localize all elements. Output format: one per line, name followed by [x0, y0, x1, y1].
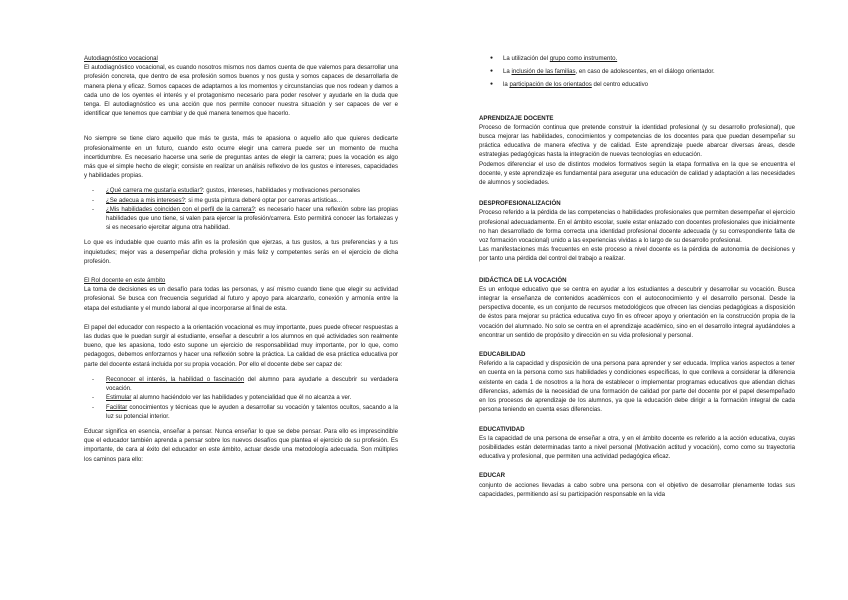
- question-list: [84, 186, 398, 232]
- item-text: la: [503, 81, 510, 89]
- paragraph: La toma de decisiones es un desafío para todas las personas, y así mismo cuando tiene que elegir su actividad profesional. Se busca con frecuencia seguridad al futuro y apoyo para alcanzarlo, conexión y armonía entre la etapa del estudiante y el mundo laboral al que incorporarse al final de esta.: [84, 286, 398, 312]
- list-item: [503, 80, 795, 89]
- heading-educar: EDUCAR: [479, 472, 506, 480]
- item-text: La utilización del: [503, 55, 550, 62]
- item-term: inclusión de las familias: [511, 68, 576, 76]
- ability-text: del alumno para ayudarle a descubrir su verdadera vocación.: [106, 375, 398, 393]
- question-text: ¿Qué carrera me gustaría estudiar?: [106, 187, 203, 195]
- heading-aprendizaje-docente: APRENDIZAJE DOCENTE: [479, 114, 554, 122]
- left-column: [84, 54, 398, 470]
- paragraph: Podemos diferenciar el uso de distintos modelos formativos según la etapa formativa en la que se encuentra el docente, y este aprendizaje es fundamental para asegurar una educación de calidad y adaptación a las necesidades de alumnos y sociedades.: [479, 160, 795, 187]
- list-item: [106, 403, 398, 421]
- paragraph: Referido a la capacidad y disposición de una persona para aprender y ser educada. Implica varios aspectos a tener en cuenta en la persona como sus habilidades y condiciones específicas, lo que conlleva a considerar la diferencia existente en cada 1 de nosotros a la hora de establecer o implementar programas educativos que atiendan dichas diferencias, además de la necesidad de una formación de calidad por parte del docente por el papel desempeñado en los procesos de aprendizaje de los alumnos, ya que la educación debe dirigir a la formación integral de cada persona teniendo en cuenta esas diferencias.: [479, 360, 795, 414]
- item-term: grupo como instrumento.: [549, 55, 618, 62]
- section-title-rol-docente: El Rol docente en este ámbito: [84, 277, 166, 285]
- teacher-abilities-list: [84, 375, 398, 421]
- paragraph: El autodiagnóstico vocacional, es cuando nosotros mismos nos damos cuenta de que valemos para desarrollar una profesión concreta, que dentro de esa profesión somos buenos y nos gusta y somos capaces de desarrollarla de manera plena y eficaz. Somos capaces de adaptarnos a los momentos y circunstancias que nos rodean y damos a cada uno de los oyentes el interés y el protagonismo necesario para poder resolver y ayudarle en la duda que tenga. El autodiagnóstico es una acción que nos permite conocer nuestra situación y ser capaces de ver e identificar que tenemos que cambiar y de qué manera tenemos que hacerlo.: [84, 64, 398, 118]
- ability-term: Estimular: [106, 394, 132, 402]
- list-item: [106, 393, 398, 402]
- paragraph: Es la capacidad de una persona de enseñar a otra, y en el ámbito docente es referido a la acción educativa, cuyas posibilidades están determinadas tanto a nivel personal (Motivación actitud y vocación), como como su trayectoria educativa y profesional, que permiten una actividad pedagógica eficaz.: [479, 434, 795, 461]
- answer-text: : gustos, intereses, habilidades y motivaciones personales: [202, 187, 361, 195]
- paragraph: No siempre se tiene claro aquello que más te gusta, más te apasiona o aquello allo que quieres dedicarte profesionalmente en un futuro, cuando esto ocurre elegir una carrera puede ser un momento de mucha incertidumbre. Es necesario hacerse una serie de preguntas antes de elegir la carrera; pues la vocación es algo más que el simple hecho de elegir; consiste en realizar un análisis reflexivo de los gustos e intereses, capacidades y habilidades propias.: [84, 135, 398, 180]
- paragraph: Educar significa en esencia, enseñar a pensar. Nunca enseñar lo que se debe pensar. Para ello es imprescindible que el educador también aprenda a pensar sobre los nuevos desafíos que plantea el ejercicio de su profesión. Es importante, de cara al éxito del educador en este ámbito, actuar desde una metodología adecuada. Son múltiples los caminos para ello:: [84, 427, 398, 463]
- ability-term: Reconocer el interés, la habilidad o fascinación: [106, 375, 245, 383]
- right-column: [479, 54, 795, 505]
- ability-text: conocimientos y técnicas que le ayuden a desarrollar su vocación y talentos ocultos, sacando a la luz su potencial interior.: [106, 403, 398, 420]
- list-item: [106, 196, 398, 205]
- ability-text: al alumno haciéndolo ver las habilidades y potencialidad que él no alcanza a ver.: [131, 394, 352, 402]
- answer-text: : si me gusta pintura deberé optar por carreras artísticas…: [184, 196, 343, 204]
- list-item: [106, 205, 398, 233]
- heading-educabilidad: EDUCABILIDAD: [479, 351, 526, 359]
- item-text: La: [503, 68, 512, 76]
- item-text: del centro educativo: [591, 81, 648, 89]
- list-item: [106, 375, 398, 393]
- section-title-autodiagnostico: Autodiagnóstico vocacional: [84, 55, 158, 62]
- heading-didactica-vocacion: DIDÁCTICA DE LA VOCACIÓN: [479, 276, 567, 284]
- item-term: participación de los orientados: [509, 81, 592, 89]
- question-text: ¿Se adecua a mis intereses?: [106, 196, 185, 204]
- methods-list: [479, 54, 795, 90]
- paragraph: Las manifestaciones más frecuentes en este proceso a nivel docente es la pérdida de autonomía de decisiones y por tanto una pérdida del control del trabajo a realizar.: [479, 246, 795, 263]
- paragraph: Proceso de formación continua que pretende construir la identidad profesional (y su desarrollo profesional), que busca mejorar las habilidades, conocimientos y competencias de los docentes para que puedan desempeñar su práctica educativa de manera efectiva y de calidad. Este aprendizaje puede abarcar diversas áreas, desde estrategias pedagógicas hasta la integración de nuevas tecnologías en educación.: [479, 123, 795, 159]
- paragraph: Es un enfoque educativo que se centra en ayudar a los estudiantes a descubrir y desarrollar su vocación. Busca integrar la enseñanza de contenidos académicos con el autoconocimiento y el desarrollo personal. Desde la perspectiva docente, es un conjunto de recursos metodológicos que ofrecen las ciencias pedagógicas a disposición de éstos para mejorar su práctica educativa cuyo fin es ofrecer apoyo y orientación en la construcción propia de la vocación del alumnado. No solo se centra en el aprendizaje académico, sino en el desarrollo integral ayudándoles a encontrar un sentido de propósito y dirección en su vida profesional y personal.: [479, 285, 795, 339]
- paragraph: Lo que es indudable que cuanto más afín es la profesión que ejerzas, a tus gustos, a tus preferencias y a tus inquietudes; mejor vas a desempeñar dicha profesión y más feliz y competentes serás en el ejercicio de dicha profesión.: [84, 239, 398, 265]
- list-item: [503, 54, 795, 63]
- answer-text: : es necesario hacer una reflexión sobre las propias habilidades que uno tiene, si valen para ejercer la profesión/carrera. Esto permitirá conocer las fortalezas y si es necesario ejercitar alguna otra habilidad.: [106, 205, 398, 232]
- paragraph: El papel del educador con respecto a la orientación vocacional es muy importante, pues puede ofrecer respuestas a las dudas que le puedan surgir al estudiante, enseñar a descubrir a los alumnos en qué actividades son realmente bueno, que les apasiona, todo esto supone un ejercicio de responsabilidad muy importante, por lo que, como pedagogos, debemos enforzarnos y hacer una reflexión sobre la práctica. La calidad de esa práctica educativa por parte del docente estará incluida por su propia vocación. Por ello el docente debe ser capaz de:: [84, 323, 398, 368]
- item-text: , en caso de adolescentes, en el diálogo orientador.: [575, 68, 715, 76]
- heading-educatividad: EDUCATIVIDAD: [479, 425, 525, 433]
- list-item: [503, 67, 795, 76]
- heading-desprofesionalizacion: DESPROFESIONALIZACIÓN: [479, 200, 561, 208]
- paragraph: conjunto de acciones llevadas a cabo sobre una persona con el objetivo de desarrollar plenamente todas sus capacidades, permitiendo así su participación responsable en la vida: [479, 481, 795, 498]
- list-item: [106, 186, 398, 195]
- ability-term: Facilitar: [106, 403, 128, 411]
- paragraph: Proceso referido a la pérdida de las competencias o habilidades profesionales que permiten desempeñar el ejercicio profesional adecuadamente. En el ámbito escolar, suele estar enlazado con docentes profesionales que inicialmente no han desarrollado de forma correcta una identidad profesional docente adecuada (y su correspondiente falta de voz formación vocacional) unido a las experiencias vividas a lo largo de su desarrollo profesional.: [479, 209, 795, 245]
- question-text: ¿Mis habilidades coinciden con el perfil de la carrera?: [106, 205, 255, 213]
